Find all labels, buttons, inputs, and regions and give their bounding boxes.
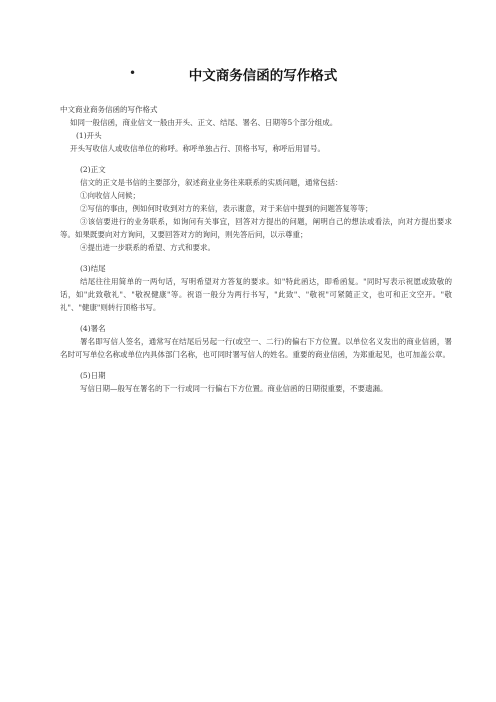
- section-5-heading: (5)日期: [80, 371, 106, 380]
- title-bullet: •: [129, 66, 137, 80]
- section-2-item-3: ③该信要进行的业务联系，如询问有关事宜，回答对方提出的问题，阐明自己的想法或看法，向对方提出要求等。如果既要向对方询问，又要回答对方的询问，则先答后问，以示尊重；: [60, 217, 452, 239]
- intro-heading: 中文商业商务信函的写作格式: [60, 105, 158, 114]
- section-2-heading: (2)正文: [80, 165, 106, 174]
- intro-paragraph: 如同一般信函，商业信文一般由开头、正文、结尾、署名、日期等5个部分组成。: [70, 118, 338, 127]
- section-3-heading: (3)结尾: [80, 264, 106, 273]
- section-3-text: 结尾往往用简单的一两句话，写明希望对方答复的要求。如"特此函达，即希函复。"同时写表示祝愿或致敬的话，如"此致敬礼"、"敬祝健康"等。祝语一般分为两行书写，"此致"、"敬祝"可紧随正文，也可和正文空开。"敬礼"、"健康"则转行顶格书写。: [60, 277, 452, 312]
- section-1-heading: (1)开头: [76, 131, 102, 140]
- section-2-item-1: ①向收信人问候；: [80, 191, 140, 200]
- section-4-text: 署名即写信人签名，通常写在结尾后另起一行(或空一、二行)的偏右下方位置。以单位名义发出的商业信函，署名时可写单位名称或单位内具体部门名称，也可同时署写信人的姓名。重要的商业信函，为郑重起见，也可加盖公章。: [60, 337, 452, 359]
- page-title: 中文商务信函的写作格式: [188, 68, 338, 84]
- section-2-item-2: ②写信的事由，例如何时收到对方的来信，表示谢意，对于来信中提到的问题答复等等；: [80, 204, 373, 213]
- section-2-text: 信文的正文是书信的主要部分，叙述商业业务往来联系的实质问题，通常包括：: [80, 178, 343, 187]
- section-4-heading: (4)署名: [80, 324, 106, 333]
- section-1-text: 开头写收信人或收信单位的称呼。称呼单独占行、顶格书写，称呼后用冒号。: [70, 144, 325, 153]
- document-body: [60, 103, 452, 395]
- section-2-item-4: ④提出进一步联系的希望、方式和要求。: [80, 243, 215, 252]
- section-5-text: 写信日期—般写在署名的下一行或同一行偏右下方位置。商业信函的日期很重要，不要遗漏。: [80, 384, 388, 393]
